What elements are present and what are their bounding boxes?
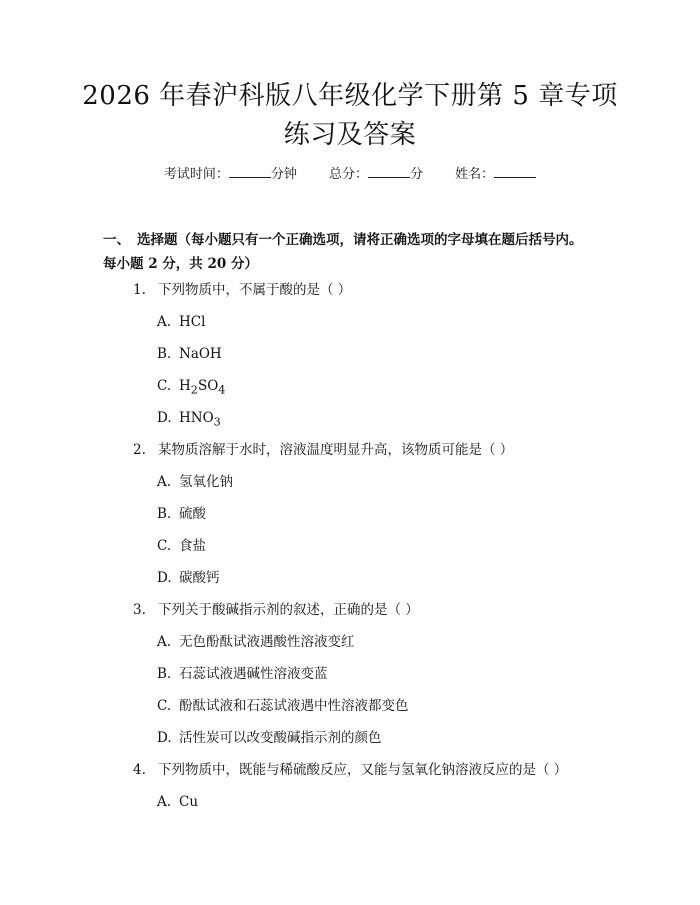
option-text: $H_2SO_4$ [179,378,226,397]
option-label: A. [157,474,172,490]
option-label: A. [157,634,172,650]
option-1d[interactable] [157,407,221,434]
question-text: 下列物质中，不属于酸的是（ ） [158,282,352,298]
option-label: D. [157,410,172,426]
option-label: C. [157,538,172,554]
student-name-label: 姓名： [455,167,495,182]
question-4 [133,759,567,781]
option-text: 氢氧化钠 [179,474,233,490]
exam-time-unit: 分钟 [270,167,297,182]
option-2b[interactable] [157,503,206,525]
exam-meta [0,165,700,185]
question-text: 某物质溶解于水时，溶液温度明显升高，该物质可能是（ ） [158,442,514,458]
total-score [329,165,423,185]
question-number: 3. [133,602,146,618]
question-number: 1. [133,282,146,298]
option-text: 石蕊试液遇碱性溶液变蓝 [179,666,328,682]
exam-time [164,165,297,185]
option-2d[interactable] [157,567,220,589]
student-name [455,165,536,185]
total-score-label: 总分： [328,167,368,182]
section-heading-continued [103,252,623,276]
option-label: B. [157,346,172,362]
option-text: 食盐 [179,538,206,554]
option-3b[interactable] [157,663,328,685]
question-number: 2. [133,442,146,458]
option-2c[interactable] [157,535,206,557]
section-number: 一、 [103,232,130,248]
option-3d[interactable] [157,727,382,749]
document-title-line2: 练习及答案 [283,120,417,150]
option-text: Cu [179,794,199,810]
question-3 [133,599,419,621]
section-instructions-line2: 每小题 2 分，共 20 分） [103,256,258,272]
question-text: 下列物质中，既能与稀硫酸反应，又能与氢氧化钠溶液反应的是（ ） [158,762,568,778]
option-1a[interactable] [157,311,205,333]
option-label: B. [157,666,172,682]
option-label: D. [157,570,172,586]
document-title-line1: 2026 年春沪科版八年级化学下册第 5 章专项 [82,81,618,111]
total-score-blank[interactable] [368,165,410,178]
section-instructions-line1: 选择题（每小题只有一个正确选项，请将正确选项的字母填在题后括号内。 [137,232,583,248]
question-text: 下列关于酸碱指示剂的叙述，正确的是（ ） [158,602,419,618]
question-number: 4. [133,762,146,778]
option-label: C. [157,378,172,394]
option-text: 酚酞试液和石蕊试液遇中性溶液都变色 [179,698,409,714]
exam-time-label: 考试时间： [163,167,229,182]
option-label: A. [157,314,172,330]
option-label: B. [157,506,172,522]
option-text: NaOH [179,346,222,362]
option-text: 碳酸钙 [179,570,220,586]
option-text: 活性炭可以改变酸碱指示剂的颜色 [179,730,382,746]
option-label: C. [157,698,172,714]
option-1c[interactable] [157,375,225,402]
section-heading [103,228,623,252]
question-1 [133,279,351,301]
option-4a[interactable] [157,791,198,813]
option-3a[interactable] [157,631,355,653]
option-label: D. [157,730,172,746]
question-2 [133,439,513,461]
option-1b[interactable] [157,343,222,365]
option-3c[interactable] [157,695,409,717]
exam-time-blank[interactable] [229,165,271,178]
student-name-blank[interactable] [494,165,536,178]
option-text: 硫酸 [179,506,206,522]
option-text: $HNO_3$ [179,410,221,429]
total-score-unit: 分 [410,167,424,182]
option-2a[interactable] [157,471,233,493]
option-text: 无色酚酞试液遇酸性溶液变红 [179,634,355,650]
option-text: HCl [179,314,206,330]
option-label: A. [157,794,172,810]
